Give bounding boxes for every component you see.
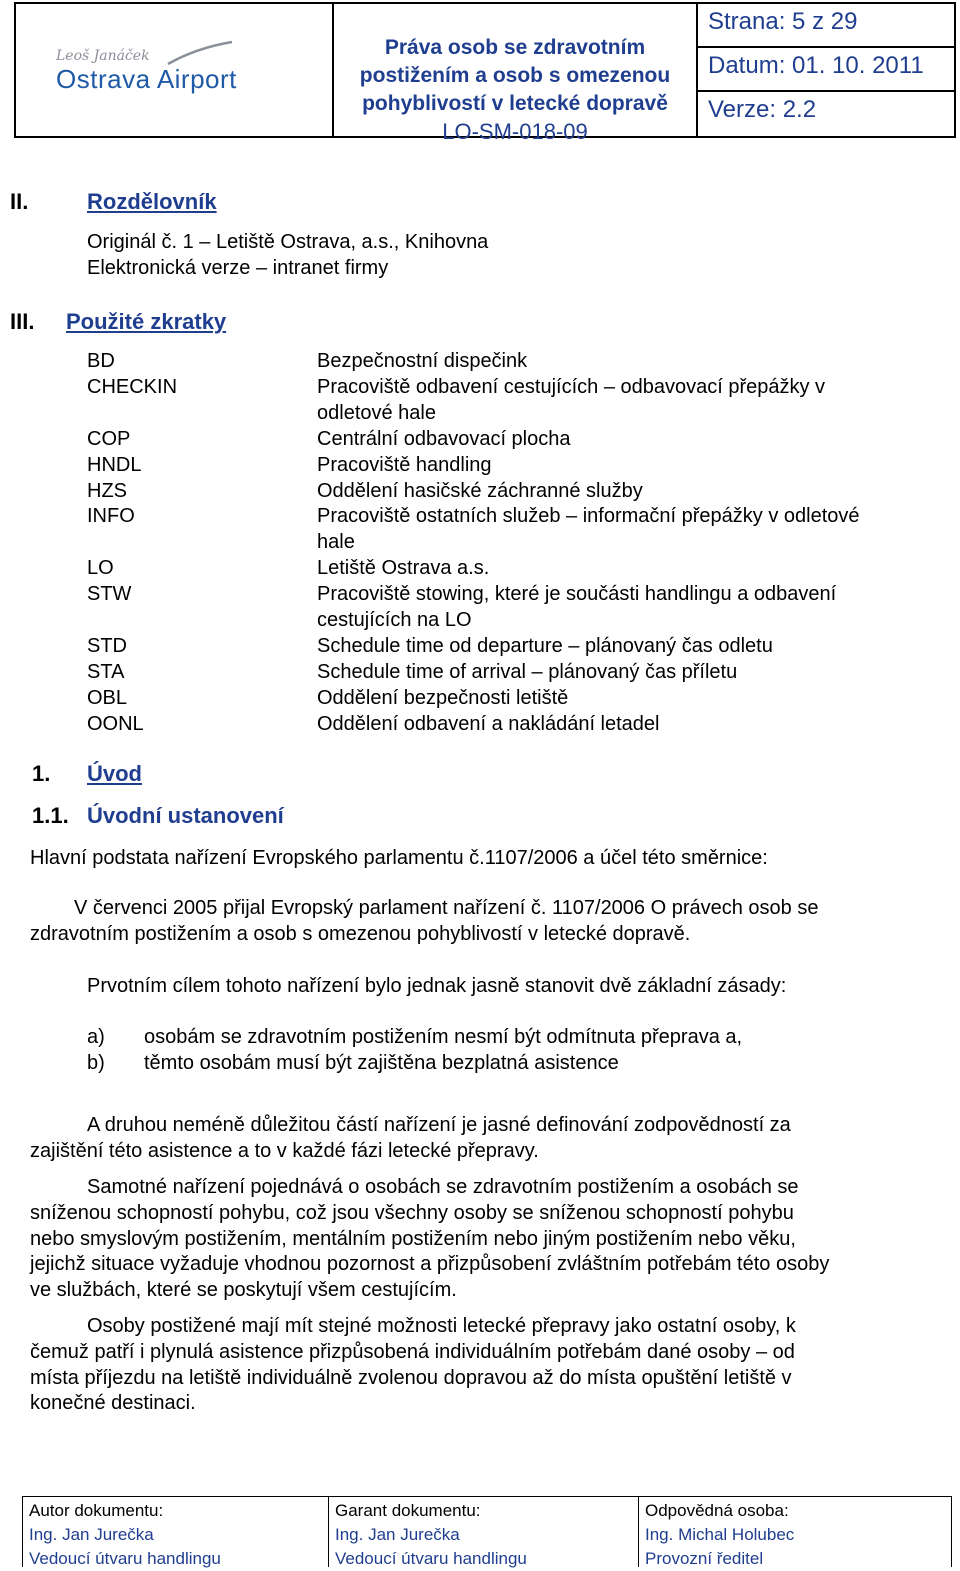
footer-author [23,1497,329,1567]
def-bd: Bezpečnostní dispečink [317,350,528,372]
list-marker-b: b) [87,1051,105,1074]
abbr-std: STD [87,634,127,657]
distribution-line-1: Originál č. 1 – Letiště Ostrava, a.s., Knihovna [87,231,489,253]
definition-list [317,349,937,738]
section-3-number: III. [10,309,35,334]
guarantor-label: Garant dokumentu: [335,1501,481,1520]
guarantor-name: Ing. Jan Jurečka [335,1525,460,1544]
principles-list [87,1025,742,1077]
document-header [14,2,956,144]
def-stw-1: Pracoviště stowing, které je součásti handlingu a odbavení [317,583,837,606]
list-text-b: těmto osobám musí být zajištěna bezplatná asistence [144,1051,619,1074]
paragraph-3-line-2: zajištění této asistence a to v každé fázi letecké přepravy. [30,1139,539,1162]
document-version: Verze: 2.2 [708,96,817,123]
guarantor-role: Vedoucí útvaru handlingu [335,1549,527,1568]
distribution-line-2: Elektronická verze – intranet firmy [87,257,389,279]
def-hndl: Pracoviště handling [317,453,492,476]
title-line-3: pohyblivostí v letecké dopravě [362,92,668,115]
subsection-1-1-title: Úvodní ustanovení [87,803,284,828]
def-oonl: Oddělení odbavení a nakládání letadel [317,712,660,735]
paragraph-4 [30,1175,829,1304]
section-1-title: Úvod [87,761,142,786]
list-item [87,1025,742,1051]
paragraph-3-line-1: A druhou neméně důležitou částí nařízení je jasné definování zodpovědností za [87,1114,791,1136]
paragraph-1 [30,896,818,948]
list-item [87,1051,742,1077]
paragraph-3 [30,1113,791,1165]
abbr-hzs: HZS [87,479,127,502]
def-info-2: hale [317,531,355,554]
def-hzs: Oddělení hasičské záchranné služby [317,479,643,502]
author-label: Autor dokumentu: [29,1501,164,1520]
footer-responsible [639,1497,951,1567]
paragraph-1-line-2: zdravotním postižením a osob s omezenou pohyblivostí v letecké dopravě. [30,922,691,945]
author-name: Ing. Jan Jurečka [29,1525,154,1544]
section-2-title: Rozdělovník [87,189,217,214]
abbr-cop: COP [87,427,131,450]
abbr-hndl: HNDL [87,453,142,476]
abbr-bd: BD [87,350,115,372]
logo-cell [16,4,334,136]
list-text-a: osobám se zdravotním postižením nesmí být odmítnuta přeprava a, [144,1026,743,1048]
section-1-number: 1. [32,761,51,786]
abbreviation-list [87,349,177,738]
section-2-number: II. [10,189,29,214]
subsection-1-1-number: 1.1. [32,803,69,828]
airplane-swoosh-icon [166,40,236,66]
title-cell [334,4,698,144]
abbr-lo: LO [87,557,114,580]
document-title [334,34,696,146]
paragraph-5-line-3: místa příjezdu na letiště individuálně zvolenou dopravou až do místa opuštění letiště v [30,1366,792,1389]
def-info-1: Pracoviště ostatních služeb – informační přepážky v odletové [317,505,860,528]
lead-paragraph: Hlavní podstata nařízení Evropského parlamentu č.1107/2006 a účel této směrnice: [30,847,768,869]
def-sta: Schedule time of arrival – plánovaný čas příletu [317,660,738,683]
paragraph-4-line-3: nebo smyslovým postižením, mentálním postižením nebo jiným postižením nebo věku, [30,1227,796,1250]
logo-script-text: Leoš Janáček [56,48,150,64]
abbr-checkin: CHECKIN [87,375,178,398]
def-lo: Letiště Ostrava a.s. [317,557,490,580]
title-line-1: Práva osob se zdravotním [384,36,646,59]
abbr-obl: OBL [87,686,128,709]
list-marker-a: a) [87,1026,105,1048]
def-checkin-1: Pracoviště odbavení cestujících – odbavovací přepážky v [317,375,826,398]
paragraph-4-line-1: Samotné nařízení pojednává o osobách se zdravotním postižením a osobách se [87,1176,799,1198]
def-std: Schedule time od departure – plánovaný čas odletu [317,634,773,657]
paragraph-4-line-4: jejichž situace vyžaduje vhodnou pozornost a přizpůsobení zvláštním potřebám této osoby [30,1253,830,1276]
paragraph-1-line-1: V červenci 2005 přijal Evropský parlament nařízení č. 1107/2006 O právech osob se [74,897,819,919]
document-footer [22,1496,952,1567]
def-checkin-2: odletové hale [317,401,436,424]
logo-name-text: Ostrava Airport [56,64,237,94]
footer-guarantor [329,1497,639,1567]
abbr-oonl: OONL [87,712,144,735]
paragraph-5-line-1: Osoby postižené mají mít stejné možnosti letecké přepravy jako ostatní osoby, k [87,1315,796,1337]
page-number: Strana: 5 z 29 [708,8,858,35]
section-3-title: Použité zkratky [66,309,227,334]
abbr-stw: STW [87,583,132,606]
paragraph-2: Prvotním cílem tohoto nařízení bylo jednak jasně stanovit dvě základní zásady: [87,975,787,997]
abbr-info: INFO [87,505,135,528]
responsible-name: Ing. Michal Holubec [645,1525,795,1544]
def-cop: Centrální odbavovací plocha [317,427,571,450]
abbr-sta: STA [87,660,125,683]
paragraph-4-line-2: sníženou schopností pohybu, což jsou všechny osoby se sníženou schopností pohybu [30,1201,794,1224]
paragraph-5-line-4: konečné destinaci. [30,1392,196,1415]
paragraph-4-line-5: ve službách, které se poskytují všem cestujícím. [30,1279,457,1302]
document-date: Datum: 01. 10. 2011 [708,52,924,79]
title-line-2: postižením a osob s omezenou [359,64,671,87]
responsible-role: Provozní ředitel [645,1549,764,1568]
document-code: LO-SM-018-09 [442,119,588,144]
responsible-label: Odpovědná osoba: [645,1501,789,1520]
meta-cell [698,4,954,136]
paragraph-5-line-2: čemuž patří i plynulá asistence přizpůsobená individuálním potřebám dané osoby – od [30,1340,795,1363]
def-stw-2: cestujících na LO [317,609,472,632]
def-obl: Oddělení bezpečnosti letiště [317,686,569,709]
paragraph-5 [30,1314,796,1417]
author-role: Vedoucí útvaru handlingu [29,1549,221,1568]
